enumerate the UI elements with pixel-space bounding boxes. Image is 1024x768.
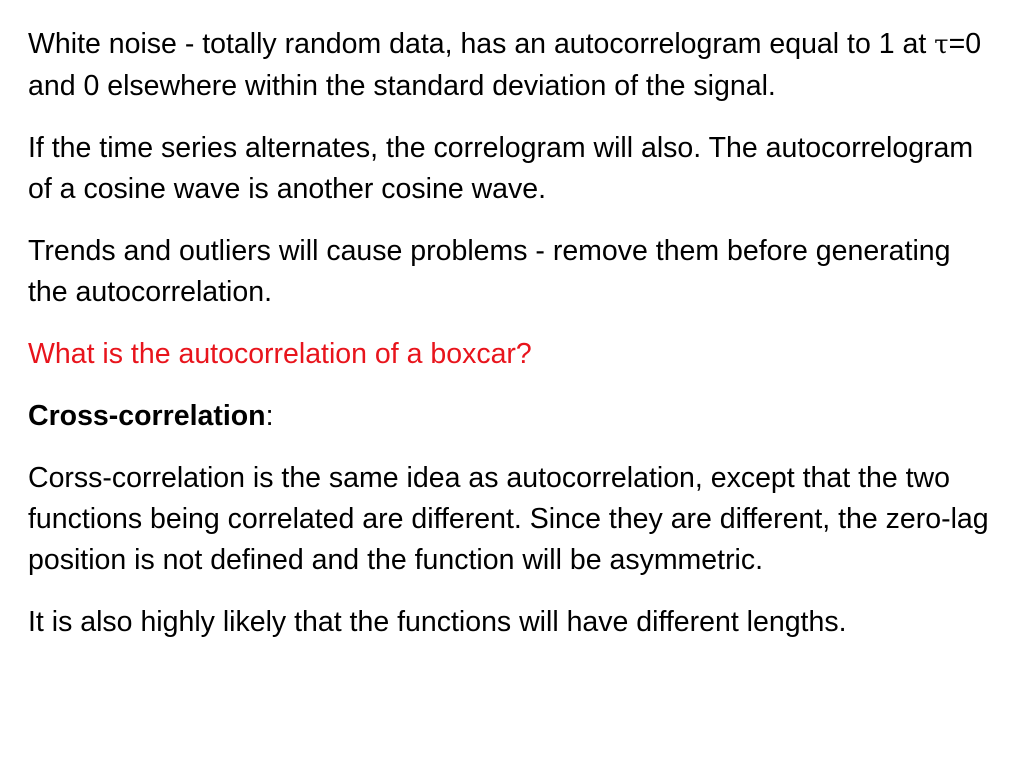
white-noise-text-end: =0 and 0 elsewhere within the standard deviation of the signal.: [28, 28, 982, 102]
heading-colon: :: [265, 400, 274, 432]
boxcar-question: What is the autocorrelation of a boxcar?: [28, 338, 532, 370]
paragraph-different-lengths: It is also highly likely that the functions will have different lengths.: [28, 606, 847, 638]
paragraph-trends-outliers: Trends and outliers will cause problems - remove them before generating the autocorrelation.: [28, 235, 951, 308]
paragraph-alternating-series: If the time series alternates, the correlogram will also. The autocorrelogram of a cosine wave is another cosine wave.: [28, 132, 974, 205]
slide-content: [28, 24, 998, 664]
tau-symbol: τ: [934, 30, 949, 60]
paragraph-white-noise: [28, 24, 998, 107]
white-noise-text-start: White noise - totally random data, has an autocorrelogram equal to 1 at: [28, 28, 935, 60]
paragraph-cross-correlation-definition: Corss-correlation is the same idea as autocorrelation, except that the two functions being correlated are different. Since they are different, the zero-lag position is not defined and the function will be asymmetric.: [28, 462, 989, 576]
cross-correlation-heading: [28, 396, 998, 437]
heading-text: Cross-correlation: [28, 400, 266, 432]
